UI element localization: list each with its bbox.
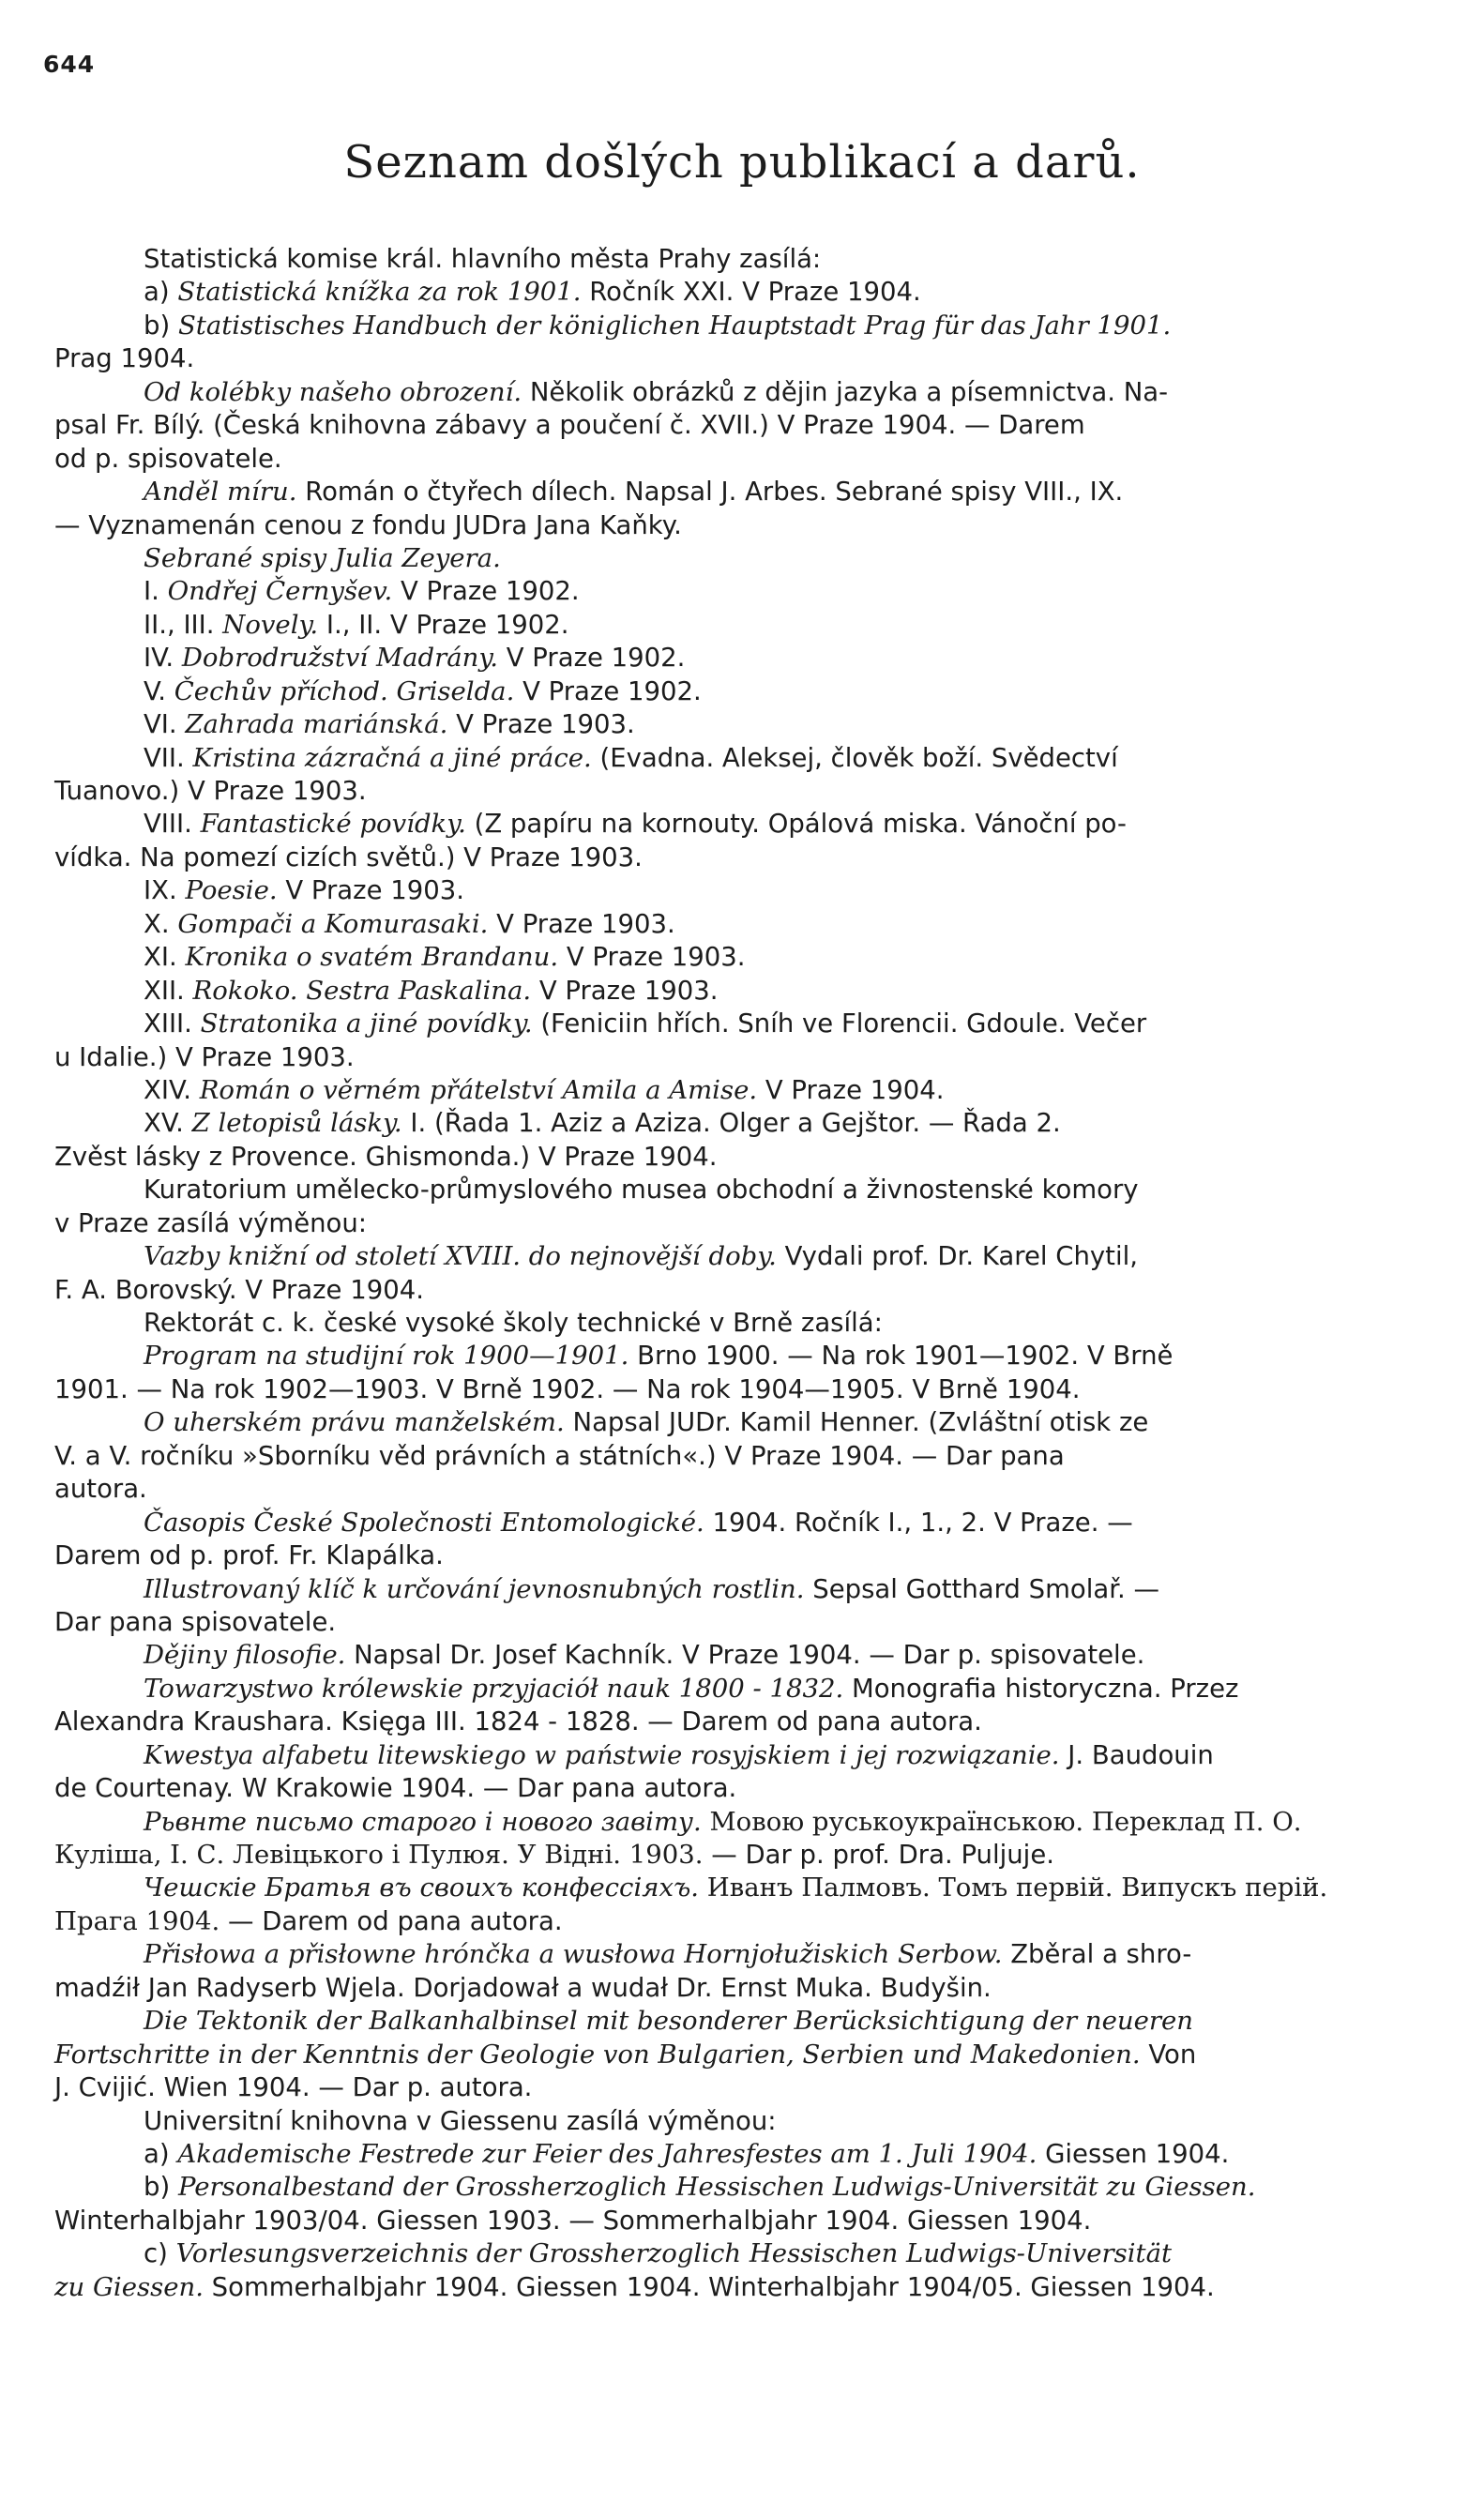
text-segment: Román o čtyřech dílech. Napsal J. Arbes. Sebrané spisy VIII., IX. xyxy=(296,477,1124,508)
title-text: Přisłowa a přisłowne hrónčka a wusłowa Hornjołužiskich Serbow. xyxy=(144,1939,1003,1970)
text-line xyxy=(54,1440,1435,1473)
text-line xyxy=(54,609,1435,642)
text-segment: V Praze 1902. xyxy=(392,576,580,607)
text-line xyxy=(54,276,1435,309)
text-segment: IV. xyxy=(144,643,182,674)
text-segment: b) xyxy=(144,310,178,341)
text-segment: Darem od p. prof. Fr. Klapálka. xyxy=(54,1540,444,1571)
title-text: Akademische Festrede zur Feier des Jahresfestes am 1. Juli 1904. xyxy=(177,2138,1037,2169)
text-segment: psal Fr. Bílý. (Česká knihovna zábavy a poučení č. XVII.) V Praze 1904. — Darem xyxy=(54,410,1085,441)
title-text: Časopis České Společnosti Entomologické. xyxy=(144,1507,704,1538)
text-line xyxy=(54,675,1435,708)
text-line xyxy=(54,476,1435,508)
text-segment: od p. spisovatele. xyxy=(54,443,282,474)
text-line xyxy=(54,1673,1435,1706)
text-segment: F. A. Borovský. V Praze 1904. xyxy=(54,1274,424,1305)
text-segment: XII. xyxy=(144,975,193,1006)
text-segment: — Dar p. prof. Dra. Puljuje. xyxy=(703,1840,1054,1870)
body-text xyxy=(54,243,1435,2304)
text-segment: Zvěst lásky z Provence. Ghismonda.) V Praze 1904. xyxy=(54,1141,718,1172)
text-line xyxy=(54,2237,1435,2270)
text-line xyxy=(54,1008,1435,1040)
text-segment: — Vyznamenán cenou z fondu JUDra Jana Kaňky. xyxy=(54,509,682,540)
title-text: Gompači a Komurasaki. xyxy=(177,908,489,939)
title-text: Vorlesungsverzeichnis der Grossherzoglich Hessischen Ludwigs-Universität xyxy=(175,2238,1173,2269)
text-line xyxy=(54,409,1435,442)
text-line xyxy=(54,908,1435,941)
text-line xyxy=(54,376,1435,409)
text-segment: X. xyxy=(144,908,178,939)
text-segment: Прага 1904. xyxy=(54,1905,220,1936)
text-segment: V Praze 1903. xyxy=(277,875,464,906)
title-text: Statistisches Handbuch der königlichen Hauptstadt Prag für das Jahr 1901. xyxy=(177,310,1172,341)
text-line xyxy=(54,2171,1435,2204)
text-segment: Alexandra Kraushara. Księga III. 1824 - 1828. — Darem od pana autora. xyxy=(54,1706,982,1737)
text-line xyxy=(54,1041,1435,1074)
text-segment: c) xyxy=(144,2238,176,2269)
text-segment: XV. xyxy=(144,1108,192,1139)
text-segment: a) xyxy=(144,2138,178,2169)
text-segment: madźił Jan Radyserb Wjela. Dorjadował a wudał Dr. Ernst Muka. Budyšin. xyxy=(54,1972,992,2003)
text-line xyxy=(54,1839,1435,1872)
title-text: Kronika o svatém Brandanu. xyxy=(185,942,559,973)
text-line xyxy=(54,874,1435,907)
title-text: Kwestya alfabetu litewskiego w państwie rosyjskiem i jej rozwiązanie. xyxy=(144,1739,1060,1770)
text-line xyxy=(54,1274,1435,1307)
text-line xyxy=(54,1507,1435,1539)
text-line xyxy=(54,1606,1435,1639)
text-segment: (Feniciin hřích. Sníh ve Florencii. Gdoule. Večer xyxy=(532,1008,1147,1039)
title-text: Die Tektonik der Balkanhalbinsel mit besonderer Berücksichtigung der neueren xyxy=(144,2006,1194,2037)
text-segment: V. xyxy=(144,675,174,706)
title-text: Dějiny filosofie. xyxy=(144,1640,346,1671)
title-text: Román o věrném přátelství Amila a Amise. xyxy=(199,1074,758,1105)
text-line xyxy=(54,1174,1435,1206)
text-segment: Vydali prof. Dr. Karel Chytil, xyxy=(776,1241,1138,1272)
text-line xyxy=(54,1340,1435,1372)
text-line xyxy=(54,1639,1435,1672)
text-line xyxy=(54,808,1435,841)
text-segment: J. Cvijić. Wien 1904. — Dar p. autora. xyxy=(54,2072,533,2103)
text-segment: (Z papíru na kornouty. Opálová miska. Vánoční po- xyxy=(465,809,1127,840)
text-segment: Brno 1900. — Na rok 1901—1902. V Brně xyxy=(628,1341,1174,1372)
title-text: Statistická knížka za rok 1901. xyxy=(177,277,582,308)
page-number: 644 xyxy=(43,51,96,78)
text-segment: Winterhalbjahr 1903/04. Giessen 1903. — Sommerhalbjahr 1904. Giessen 1904. xyxy=(54,2205,1092,2236)
text-line xyxy=(54,310,1435,342)
text-segment: Zběral a shro- xyxy=(1002,1939,1192,1970)
text-line xyxy=(54,1772,1435,1805)
text-segment: Sepsal Gotthard Smolař. — xyxy=(804,1573,1159,1604)
text-segment: vídka. Na pomezí cizích světů.) V Praze 1903. xyxy=(54,842,643,872)
text-line xyxy=(54,542,1435,575)
text-segment: 1904. Ročník I., 1., 2. V Praze. — xyxy=(704,1507,1133,1538)
text-line xyxy=(54,842,1435,874)
title-text: Ondřej Černyšev. xyxy=(167,576,393,607)
page-title: Seznam došlých publikací a darů. xyxy=(343,136,1141,189)
title-text: Kristina zázračná a jiné práce. xyxy=(192,742,592,773)
text-line xyxy=(54,1107,1435,1140)
text-segment: VI. xyxy=(144,709,186,740)
text-line xyxy=(54,509,1435,542)
text-line xyxy=(54,1539,1435,1572)
text-segment: Prag 1904. xyxy=(54,343,195,374)
text-line xyxy=(54,642,1435,675)
title-text: Чешскіе Братья въ своихъ конфессіяхъ. xyxy=(144,1873,700,1903)
text-line xyxy=(54,708,1435,741)
title-text: Zahrada mariánská. xyxy=(185,709,448,740)
text-line xyxy=(54,1739,1435,1772)
text-line xyxy=(54,1573,1435,1606)
text-line xyxy=(54,1373,1435,1406)
text-segment: Мовою руськоукраїнською. Переклад П. О. xyxy=(701,1806,1302,1837)
text-segment: I. xyxy=(144,576,168,607)
text-line xyxy=(54,775,1435,808)
title-text: Dobrodružství Madrány. xyxy=(181,643,499,674)
title-text: Rokoko. Sestra Paskalina. xyxy=(192,975,532,1006)
title-text: Vazby knižní od století XVIII. do nejnovější doby. xyxy=(144,1241,777,1272)
text-segment: de Courtenay. W Krakowie 1904. — Dar pana autora. xyxy=(54,1773,737,1804)
text-line xyxy=(54,1806,1435,1839)
text-segment: Иванъ Палмовъ. Томъ первій. Випускъ перій. xyxy=(699,1873,1328,1903)
text-line xyxy=(54,2005,1435,2038)
text-segment: V Praze 1902. xyxy=(514,675,702,706)
text-line xyxy=(54,1972,1435,2005)
text-segment: V Praze 1903. xyxy=(488,908,675,939)
text-segment: Dar pana spisovatele. xyxy=(54,1606,337,1637)
text-segment: I. (Řada 1. Aziz a Aziza. Olger a Gejštor. — Řada 2. xyxy=(401,1108,1061,1139)
text-segment: — Darem od pana autora. xyxy=(220,1905,563,1936)
text-segment: (Evadna. Aleksej, člověk boží. Svědectví xyxy=(591,742,1118,773)
text-segment: Statistická komise král. hlavního města Prahy zasílá: xyxy=(144,244,822,274)
text-segment: Napsal Dr. Josef Kachník. V Praze 1904. — Dar p. spisovatele. xyxy=(345,1640,1145,1671)
text-line xyxy=(54,1207,1435,1240)
text-line xyxy=(54,1240,1435,1273)
text-line xyxy=(54,2271,1435,2304)
text-line xyxy=(54,1406,1435,1439)
text-segment: Kuratorium umělecko-průmyslového musea obchodní a živnostenské komory xyxy=(144,1175,1139,1206)
text-line xyxy=(54,443,1435,476)
text-segment: Giessen 1904. xyxy=(1037,2138,1230,2169)
text-segment: V Praze 1904. xyxy=(757,1074,945,1105)
text-segment: v Praze zasílá výměnou: xyxy=(54,1207,368,1238)
text-line xyxy=(54,742,1435,775)
text-segment: II., III. xyxy=(144,609,223,640)
text-line xyxy=(54,1872,1435,1904)
text-segment: a) xyxy=(144,277,178,308)
text-line xyxy=(54,975,1435,1008)
text-line xyxy=(54,941,1435,974)
text-line xyxy=(54,1074,1435,1107)
title-text: Sebrané spisy Julia Zeyera. xyxy=(144,542,501,573)
title-text: Towarzystwo królewskie przyjaciół nauk 1800 - 1832. xyxy=(144,1673,844,1704)
title-text: Poesie. xyxy=(185,875,278,906)
text-segment: XIII. xyxy=(144,1008,201,1039)
text-line xyxy=(54,1938,1435,1971)
text-segment: u Idalie.) V Praze 1903. xyxy=(54,1041,355,1072)
text-line xyxy=(54,2039,1435,2071)
text-segment: V Praze 1903. xyxy=(558,942,746,973)
text-line xyxy=(54,1905,1435,1938)
text-segment: Tuanovo.) V Praze 1903. xyxy=(54,776,367,806)
text-segment: autora. xyxy=(54,1474,147,1505)
title-text: zu Giessen. xyxy=(54,2271,204,2302)
title-text: Рьвнте письмо старого і нового завіту. xyxy=(144,1806,702,1837)
text-segment: V Praze 1903. xyxy=(531,975,719,1006)
text-line xyxy=(54,2138,1435,2171)
text-segment: Napsal JUDr. Kamil Henner. (Zvláštní otisk ze xyxy=(564,1407,1149,1438)
text-line xyxy=(54,342,1435,375)
title-text: Fantastické povídky. xyxy=(200,809,466,840)
title-text: Čechův příchod. Griselda. xyxy=(174,675,515,706)
text-line xyxy=(54,1706,1435,1738)
text-segment: I., II. V Praze 1902. xyxy=(318,609,569,640)
title-text: Personalbestand der Grossherzoglich Hessischen Ludwigs-Universität zu Giessen. xyxy=(177,2172,1256,2203)
title-text: Fortschritte in der Kenntnis der Geologie von Bulgarien, Serbien und Makedonien. xyxy=(54,2039,1141,2070)
text-line xyxy=(54,575,1435,608)
title-text: Illustrovaný klíč k určování jevnosnubných rostlin. xyxy=(144,1573,805,1604)
title-text: Novely. xyxy=(222,609,319,640)
text-line xyxy=(54,243,1435,276)
text-line xyxy=(54,2205,1435,2237)
text-segment: 1901. — Na rok 1902—1903. V Brně 1902. — Na rok 1904—1905. V Brně 1904. xyxy=(54,1373,1081,1404)
text-segment: IX. xyxy=(144,875,186,906)
text-segment: V Praze 1903. xyxy=(447,709,635,740)
text-segment: XI. xyxy=(144,942,186,973)
title-text: Z letopisů lásky. xyxy=(191,1108,402,1139)
title-text: Program na studijní rok 1900—1901. xyxy=(144,1341,629,1372)
text-line xyxy=(54,1307,1435,1340)
text-segment: VII. xyxy=(144,742,193,773)
text-segment: Sommerhalbjahr 1904. Giessen 1904. Winterhalbjahr 1904/05. Giessen 1904. xyxy=(203,2271,1215,2302)
text-segment: Von xyxy=(1140,2039,1197,2070)
title-text: Anděl míru. xyxy=(144,477,297,508)
text-segment: VIII. xyxy=(144,809,201,840)
text-segment: b) xyxy=(144,2172,178,2203)
text-segment: Universitní knihovna v Giessenu zasílá výměnou: xyxy=(144,2105,777,2136)
text-segment: XIV. xyxy=(144,1074,200,1105)
text-segment: Ročník XXI. V Praze 1904. xyxy=(581,277,921,308)
text-line xyxy=(54,2105,1435,2138)
text-segment: Куліша, І. С. Левіцького і Пулюя. У Відні. 1903. xyxy=(54,1840,704,1870)
text-segment: Rektorát c. k. české vysoké školy technické v Brně zasílá: xyxy=(144,1308,883,1338)
title-text: Od kolébky našeho obrození. xyxy=(144,376,522,407)
text-segment: V Praze 1902. xyxy=(498,643,686,674)
text-segment: Monografia historyczna. Przez xyxy=(843,1673,1239,1704)
text-line xyxy=(54,1141,1435,1174)
text-line xyxy=(54,1473,1435,1506)
text-segment: J. Baudouin xyxy=(1059,1739,1214,1770)
text-line xyxy=(54,2071,1435,2104)
title-text: Stratonika a jiné povídky. xyxy=(200,1008,533,1039)
title-text: O uherském právu manželském. xyxy=(144,1407,565,1438)
text-segment: V. a V. ročníku »Sborníku věd právních a státních«.) V Praze 1904. — Dar pana xyxy=(54,1440,1065,1471)
text-segment: Několik obrázků z dějin jazyka a písemnictva. Na- xyxy=(522,376,1169,407)
